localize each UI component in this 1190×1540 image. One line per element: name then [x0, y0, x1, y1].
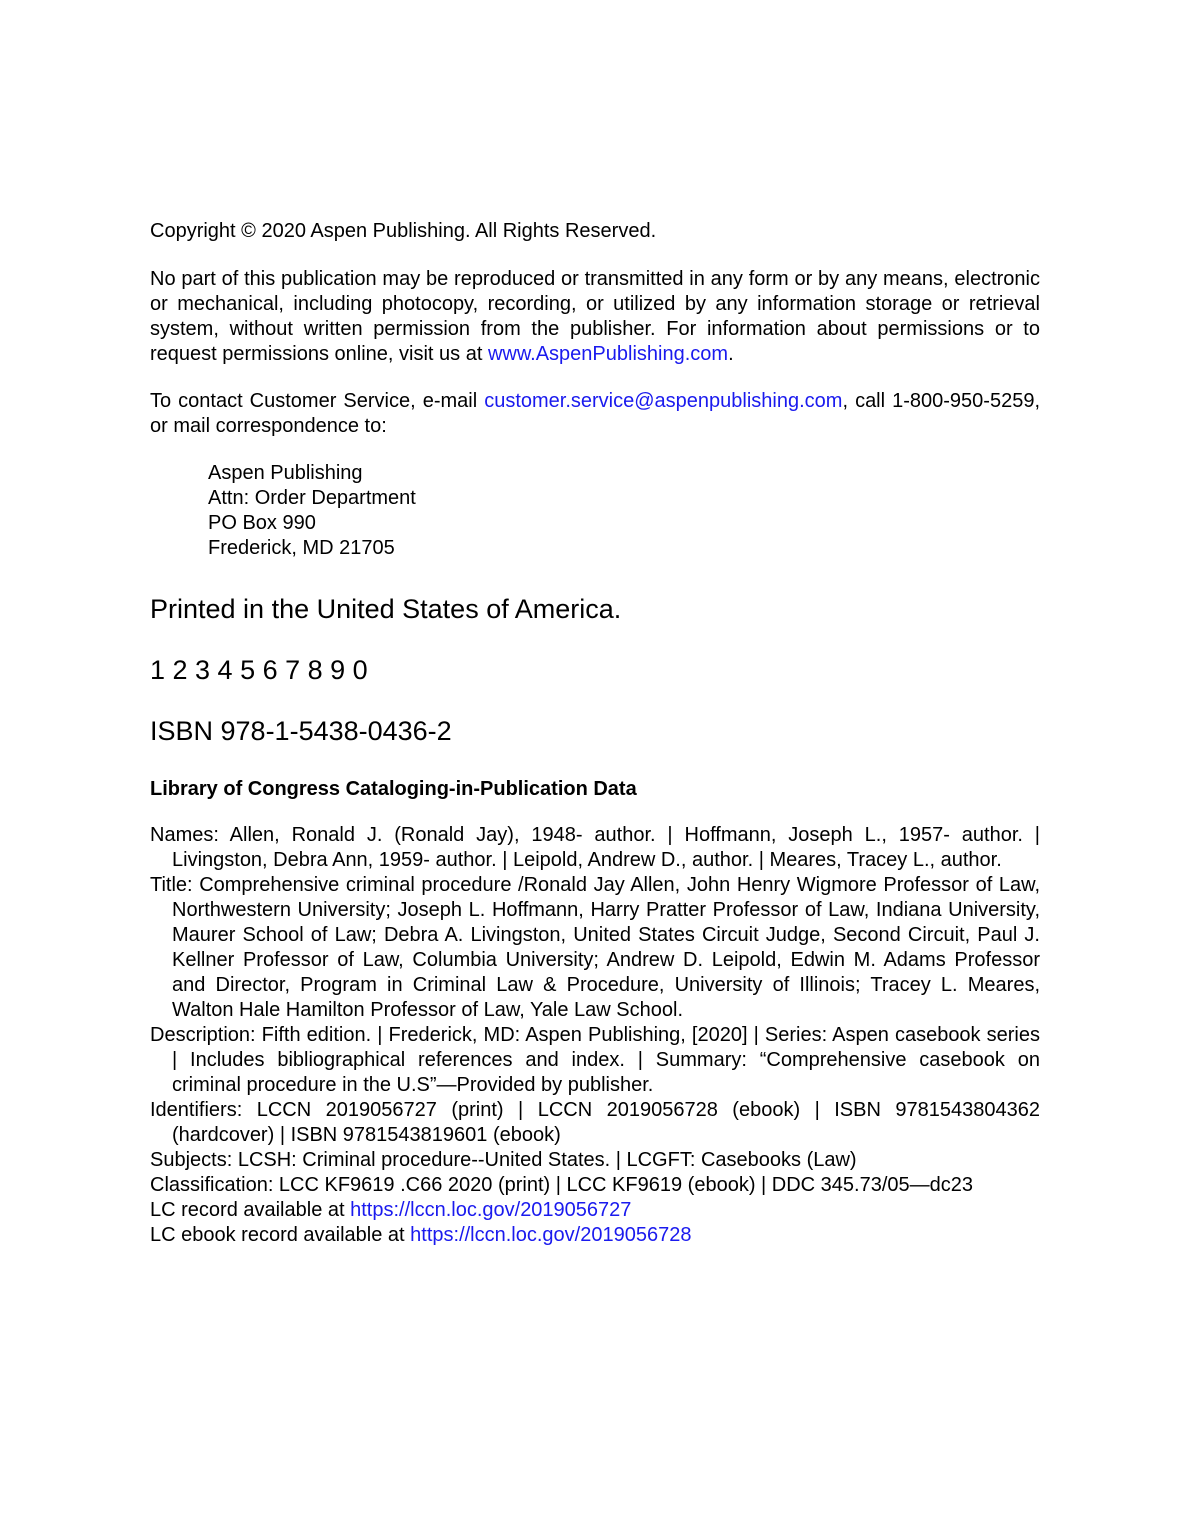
address-line-attn: Attn: Order Department [208, 487, 416, 509]
copyright-page [150, 219, 1040, 1248]
address-line-city: Frederick, MD 21705 [208, 537, 395, 559]
cip-title: Title: Comprehensive criminal procedure /Ronald Jay Allen, John Henry Wigmore Professor of Law, Northwestern University; Joseph L. Hoffmann, Harry Pratter Professor of Law, Indiana University, Maurer School of Law; Debra A. Livingston, United States Circuit Judge, Second Circuit, Paul J. Kellner Professor of Law, Columbia University; Andrew D. Leipold, Edwin M. Adams Professor and Director, Program in Criminal Law & Procedure, University of Illinois; Tracey L. Meares, Walton Hale Hamilton Professor of Law, Yale Law School. [150, 874, 1040, 1021]
website-link[interactable]: www.AspenPublishing.com [487, 343, 729, 365]
contact-phone-text: , call 1-800-950-5259, or mail correspondence to: [150, 390, 1041, 437]
contact-statement [150, 389, 1040, 439]
rights-period: . [728, 343, 734, 365]
printed-in-usa: Printed in the United States of America. [150, 594, 622, 624]
rights-text: No part of this publication may be reproduced or transmitted in any form or by any means, electronic or mechanical, including photocopy, recording, or utilized by any information storage or retrieval system, without written permission from the publisher. For information about permissions or to request permissions online, visit us at [150, 268, 1040, 365]
cip-subjects: Subjects: LCSH: Criminal procedure--United States. | LCGFT: Casebooks (Law) [150, 1149, 857, 1171]
lc-ebook-record-line [150, 1223, 1040, 1248]
cip-classification: Classification: LCC KF9619 .C66 2020 (print) | LCC KF9619 (ebook) | DDC 345.73/05—dc23 [150, 1174, 974, 1196]
lc-record-link[interactable]: https://lccn.loc.gov/2019056727 [350, 1199, 632, 1221]
address-line-pobox: PO Box 990 [208, 512, 316, 534]
lc-record-label: LC record available at [150, 1199, 351, 1221]
email-link[interactable]: customer.service@aspenpublishing.com [484, 390, 843, 412]
cip-heading: Library of Congress Cataloging-in-Publication Data [150, 778, 637, 800]
lc-ebook-link[interactable]: https://lccn.loc.gov/2019056728 [410, 1224, 692, 1246]
lc-ebook-label: LC ebook record available at [150, 1224, 411, 1246]
print-run-numbers: 1 2 3 4 5 6 7 8 9 0 [150, 655, 368, 685]
cip-names: Names: Allen, Ronald J. (Ronald Jay), 1948- author. | Hoffmann, Joseph L., 1957- author. | Livingston, Debra Ann, 1959- author. | Leipold, Andrew D., author. | Meares, Tracey L., author. [150, 824, 1040, 871]
isbn: ISBN 978-1-5438-0436-2 [150, 716, 452, 746]
copyright-notice: Copyright © 2020 Aspen Publishing. All Rights Reserved. [150, 220, 657, 242]
lc-record-line [150, 1198, 1040, 1223]
cip-description: Description: Fifth edition. | Frederick, MD: Aspen Publishing, [2020] | Series: Aspen casebook series | Includes bibliographical references and index. | Summary: “Comprehensive casebook on criminal procedure in the U.S”—Provided by publisher. [150, 1024, 1040, 1096]
cip-identifiers: Identifiers: LCCN 2019056727 (print) | LCCN 2019056728 (ebook) | ISBN 9781543804362 (hardcover) | ISBN 9781543819601 (ebook) [150, 1099, 1040, 1146]
contact-text: To contact Customer Service, e-mail [150, 390, 485, 412]
address-line-company: Aspen Publishing [208, 462, 363, 484]
mailing-address [150, 461, 1040, 561]
rights-statement [150, 267, 1040, 367]
